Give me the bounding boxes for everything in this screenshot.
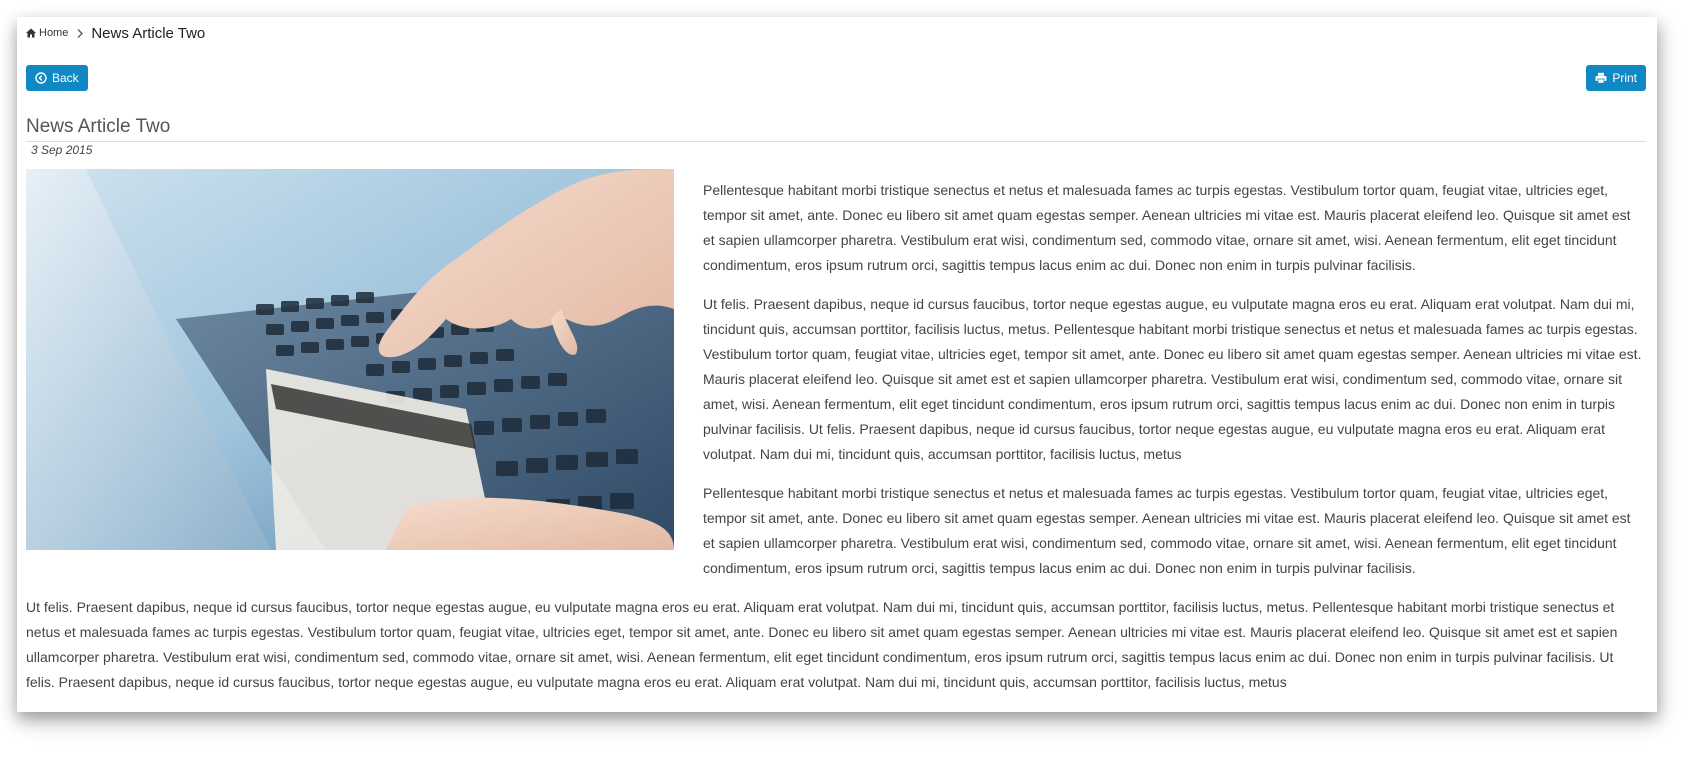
home-icon: [26, 28, 36, 38]
breadcrumb: [26, 22, 205, 44]
article-title: News Article Two: [26, 114, 1646, 142]
article-paragraph: Pellentesque habitant morbi tristique senectus et netus et malesuada fames ac turpis egestas. Vestibulum tortor quam, feugiat vitae, ultricies eget, tempor sit amet, ante. Donec eu libero sit amet quam egestas semper. Aenean ultricies mi vitae est. Mauris placerat eleifend leo. Quisque sit amet est et sapien ullamcorper pharetra. Vestibulum erat wisi, condimentum sed, commodo vitae, ornare sit amet, wisi. Aenean fermentum, elit eget tincidunt condimentum, eros ipsum rutrum orci, sagittis tempus lacus enim ac dui. Donec non enim in turpis pulvinar facilisis.: [703, 485, 1631, 576]
article-paragraph: Pellentesque habitant morbi tristique senectus et netus et malesuada fames ac turpis egestas. Vestibulum tortor quam, feugiat vitae, ultricies eget, tempor sit amet, ante. Donec eu libero sit amet quam egestas semper. Aenean ultricies mi vitae est. Mauris placerat eleifend leo. Quisque sit amet est et sapien ullamcorper pharetra. Vestibulum erat wisi, condimentum sed, commodo vitae, ornare sit amet, wisi. Aenean fermentum, elit eget tincidunt condimentum, eros ipsum rutrum orci, sagittis tempus lacus enim ac dui. Donec non enim in turpis pulvinar facilisis.: [703, 182, 1631, 273]
article-image: [26, 169, 674, 550]
printer-icon: [1595, 72, 1607, 84]
breadcrumb-home-label: Home: [39, 27, 69, 39]
article-paragraph: Ut felis. Praesent dapibus, neque id cursus faucibus, tortor neque egestas augue, eu vulputate magna eros eu erat. Aliquam erat volutpat. Nam dui mi, tincidunt quis, accumsan porttitor, facilisis luctus, metus. Pellentesque habitant morbi tristique senectus et netus et malesuada fames ac turpis egestas. Vestibulum tortor quam, feugiat vitae, ultricies eget, tempor sit amet, ante. Donec eu libero sit amet quam egestas semper. Aenean ultricies mi vitae est. Mauris placerat eleifend leo. Quisque sit amet est et sapien ullamcorper pharetra. Vestibulum erat wisi, condimentum sed, commodo vitae, ornare sit amet, wisi. Aenean fermentum, elit eget tincidunt condimentum, eros ipsum rutrum orci, sagittis tempus lacus enim ac dui. Donec non enim in turpis pulvinar facilisis. Ut felis. Praesent dapibus, neque id cursus faucibus, tortor neque egestas augue, eu vulputate magna eros eu erat. Aliquam erat volutpat. Nam dui mi, tincidunt quis, accumsan porttitor, facilisis luctus, metus: [26, 599, 1618, 690]
article-date: 3 Sep 2015: [31, 143, 93, 157]
breadcrumb-current: News Article Two: [91, 24, 206, 42]
print-button[interactable]: [1586, 65, 1646, 91]
back-button[interactable]: [26, 65, 88, 91]
back-button-label: Back: [52, 71, 79, 85]
article-panel: [17, 17, 1657, 712]
chevron-right-icon: [77, 29, 83, 38]
breadcrumb-home-link[interactable]: [26, 27, 68, 39]
circle-arrow-left-icon: [35, 72, 47, 84]
article-paragraph: Ut felis. Praesent dapibus, neque id cursus faucibus, tortor neque egestas augue, eu vulputate magna eros eu erat. Aliquam erat volutpat. Nam dui mi, tincidunt quis, accumsan porttitor, facilisis luctus, metus. Pellentesque habitant morbi tristique senectus et netus et malesuada fames ac turpis egestas. Vestibulum tortor quam, feugiat vitae, ultricies eget, tempor sit amet, ante. Donec eu libero sit amet quam egestas semper. Aenean ultricies mi vitae est. Mauris placerat eleifend leo. Quisque sit amet est et sapien ullamcorper pharetra. Vestibulum erat wisi, condimentum sed, commodo vitae, ornare sit amet, wisi. Aenean fermentum, elit eget tincidunt condimentum, eros ipsum rutrum orci, sagittis tempus lacus enim ac dui. Donec non enim in turpis pulvinar facilisis. Ut felis. Praesent dapibus, neque id cursus faucibus, tortor neque egestas augue, eu vulputate magna eros eu erat. Aliquam erat volutpat. Nam dui mi, tincidunt quis, accumsan porttitor, facilisis luctus, metus: [703, 296, 1642, 462]
print-button-label: Print: [1612, 71, 1637, 85]
